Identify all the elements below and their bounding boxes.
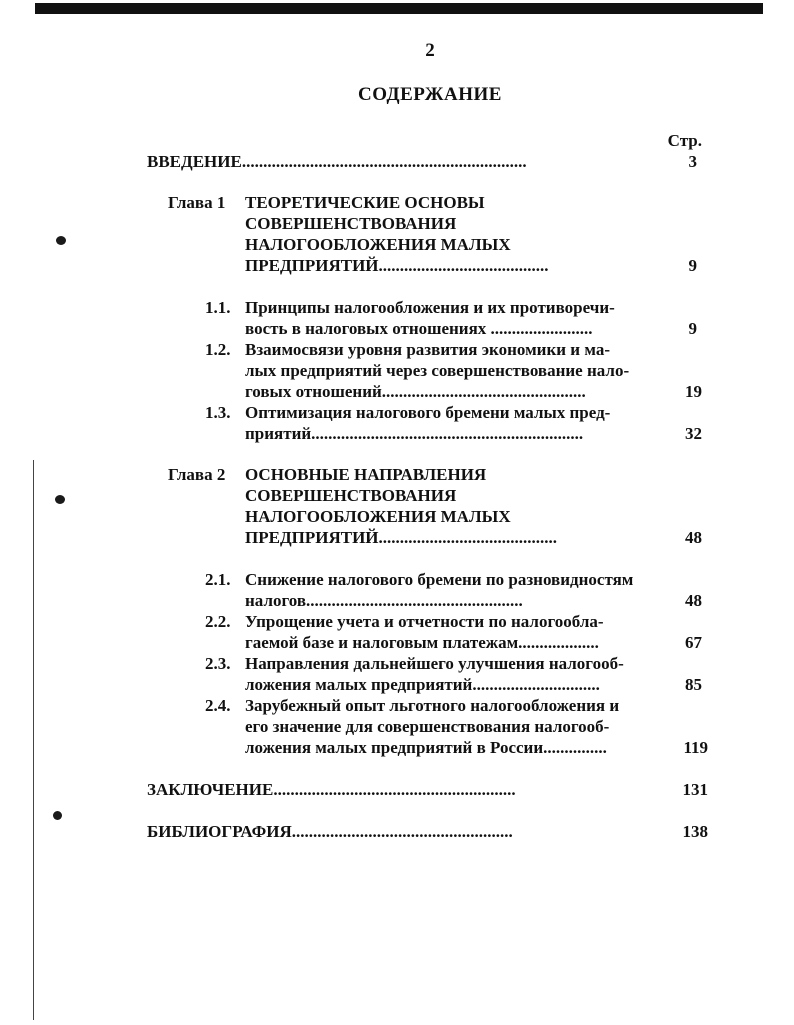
scan-speck [56,236,66,245]
section-line: Упрощение учета и отчетности по налогообла- [245,612,604,631]
section-number: 2.2. [205,612,231,631]
section-page: 67 [685,633,702,652]
section-line: ложения малых предприятий.............................. [245,675,600,694]
section-number: 2.1. [205,570,231,589]
section-line: вость в налоговых отношениях ........................ [245,319,593,338]
section-page: 119 [683,738,708,757]
toc-conclusion-page: 131 [682,780,708,799]
toc-intro: ВВЕДЕНИЕ................................................................... [147,152,527,171]
section-line: Направления дальнейшего улучшения налогооб- [245,654,624,673]
chapter1-page: 9 [688,256,697,275]
section-page: 48 [685,591,702,610]
chapter2-page: 48 [685,528,702,547]
section-number: 1.2. [205,340,231,359]
section-page: 32 [685,424,702,443]
section-line: лых предприятий через совершенствование нало- [245,361,630,380]
page-column-label: Стр. [667,131,702,150]
section-line: говых отношений................................................ [245,382,586,401]
chapter2-title-line: ОСНОВНЫЕ НАПРАВЛЕНИЯ [245,465,487,484]
toc-intro-page: 3 [688,152,697,171]
section-number: 2.3. [205,654,231,673]
section-line: Снижение налогового бремени по разновидностям [245,570,634,589]
toc-bibliography: БИБЛИОГРАФИЯ.................................................... [147,822,513,841]
section-line: налогов................................................... [245,591,523,610]
chapter1-label: Глава 1 [168,193,226,212]
toc-bibliography-page: 138 [682,822,708,841]
section-line: гаемой базе и налоговым платежам................... [245,633,599,652]
chapter2-title-line: ПРЕДПРИЯТИЙ.......................................... [245,528,558,547]
chapter1-title-line: НАЛОГООБЛОЖЕНИЯ МАЛЫХ [245,235,511,254]
section-line: ложения малых предприятий в России............... [245,738,607,757]
section-page: 9 [688,319,697,338]
chapter1-title-line: СОВЕРШЕНСТВОВАНИЯ [245,214,457,233]
chapter2-label: Глава 2 [168,465,226,484]
scan-speck [53,811,62,820]
section-number: 2.4. [205,696,231,715]
page-number: 2 [425,40,435,61]
scan-edge-line [33,460,34,1020]
toc-conclusion: ЗАКЛЮЧЕНИЕ......................................................... [147,780,516,799]
section-line: Взаимосвязи уровня развития экономики и ма- [245,340,610,359]
section-page: 85 [685,675,702,694]
section-number: 1.3. [205,403,231,422]
top-border-bar [35,3,763,14]
chapter1-title-line: ПРЕДПРИЯТИЙ........................................ [245,256,549,275]
scan-speck [55,495,65,504]
section-number: 1.1. [205,298,231,317]
chapter2-title-line: НАЛОГООБЛОЖЕНИЯ МАЛЫХ [245,507,511,526]
section-line: Зарубежный опыт льготного налогообложения и [245,696,620,715]
section-line: Принципы налогообложения и их противоречи- [245,298,615,317]
section-page: 19 [685,382,702,401]
section-line: Оптимизация налогового бремени малых пред- [245,403,611,422]
section-line: его значение для совершенствования налогооб- [245,717,610,736]
chapter2-title-line: СОВЕРШЕНСТВОВАНИЯ [245,486,457,505]
section-line: приятий................................................................ [245,424,584,443]
chapter1-title-line: ТЕОРЕТИЧЕСКИЕ ОСНОВЫ [245,193,485,212]
page-title: СОДЕРЖАНИЕ [358,84,502,105]
